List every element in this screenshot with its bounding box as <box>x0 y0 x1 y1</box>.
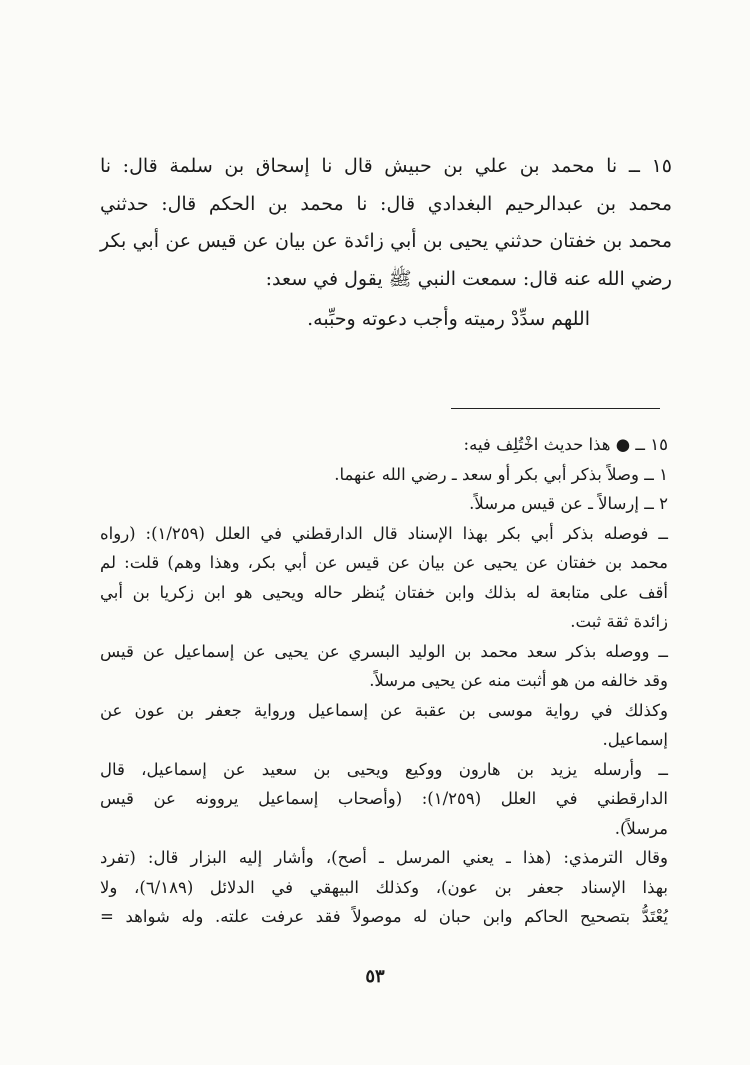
footnote-line: وقال الترمذي: (هذا ـ يعني المرسل ـ أصح)، وأشار إليه البزار قال: (تفرد <box>100 848 668 867</box>
footnote-line: إسماعيل. <box>602 730 668 749</box>
footnote-line: وكذلك في رواية موسى بن عقبة عن إسماعيل ورواية جعفر بن عون عن <box>100 700 668 720</box>
footnote-line: بهذا الإسناد جعفر بن عون)، وكذلك البيهقي في الدلائل (٦/١٨٩)، ولا <box>100 877 668 897</box>
hadith-line: رضي الله عنه قال: سمعت النبي ﷺ يقول في سعد: <box>265 267 672 290</box>
hadith-text <box>100 148 672 298</box>
footnote-separator <box>451 408 660 409</box>
page-number: ٥٣ <box>365 966 385 987</box>
footnote-line: أقف على متابعة له بذلك وابن خفتان يُنظر حاله ويحيى هو ابن زكريا بن أبي <box>100 582 668 602</box>
hadith-line: محمد بن خفتان حدثني يحيى بن أبي زائدة عن بيان عن قيس عن أبي بكر <box>100 230 672 252</box>
footnote-line: الدارقطني في العلل (١/٢٥٩): (وأصحاب إسماعيل يروونه عن قيس <box>100 789 668 808</box>
footnote-line: وقد خالفه من هو أثبت منه عن يحيى مرسلاً. <box>369 671 668 690</box>
footnote-line: ١٥ ــ ● هذا حديث اخْتُلِف فيه: <box>463 435 668 454</box>
hadith-line: ١٥ ــ نا محمد بن علي بن حبيش قال نا إسحاق بن سلمة قال: نا <box>100 155 672 177</box>
footnote-line: ــ فوصله بذكر أبي بكر بهذا الإسناد قال الدارقطني في العلل (١/٢٥٩): (رواه <box>100 523 668 543</box>
footnote-line: ١ ــ وصلاً بذكر أبي بكر أو سعد ـ رضي الله عنهما. <box>334 464 668 484</box>
footnote-line: محمد بن خفتان عن يحيى عن بيان عن قيس عن أبي بكر، وهذا وهم) قلت: لم <box>100 553 668 572</box>
footnote-line: ــ ووصله بذكر سعد محمد بن الوليد البسري عن يحيى عن إسماعيل عن قيس <box>100 641 668 661</box>
footnote-line: ٢ ــ إرسالاً ـ عن قيس مرسلاً. <box>469 494 668 513</box>
footnote-line: يُعْتَدُّ بتصحيح الحاكم وابن حبان له موصولاً فقد عرفت علته. وله شواهد = <box>100 907 668 926</box>
footnote-line: ــ وأرسله يزيد بن هارون ووكيع ويحيى بن سعيد عن إسماعيل، قال <box>100 759 668 779</box>
hadith-prayer: اللهم سدِّدْ رميته وأجب دعوته وحبِّبه. <box>307 308 590 330</box>
footnotes <box>100 430 668 932</box>
footnote-line: زائدة ثقة ثبت. <box>570 612 668 631</box>
footnote-line: مرسلاً). <box>614 818 668 838</box>
hadith-line: محمد بن عبدالرحيم البغدادي قال: نا محمد بن الحكم قال: حدثني <box>100 192 672 215</box>
